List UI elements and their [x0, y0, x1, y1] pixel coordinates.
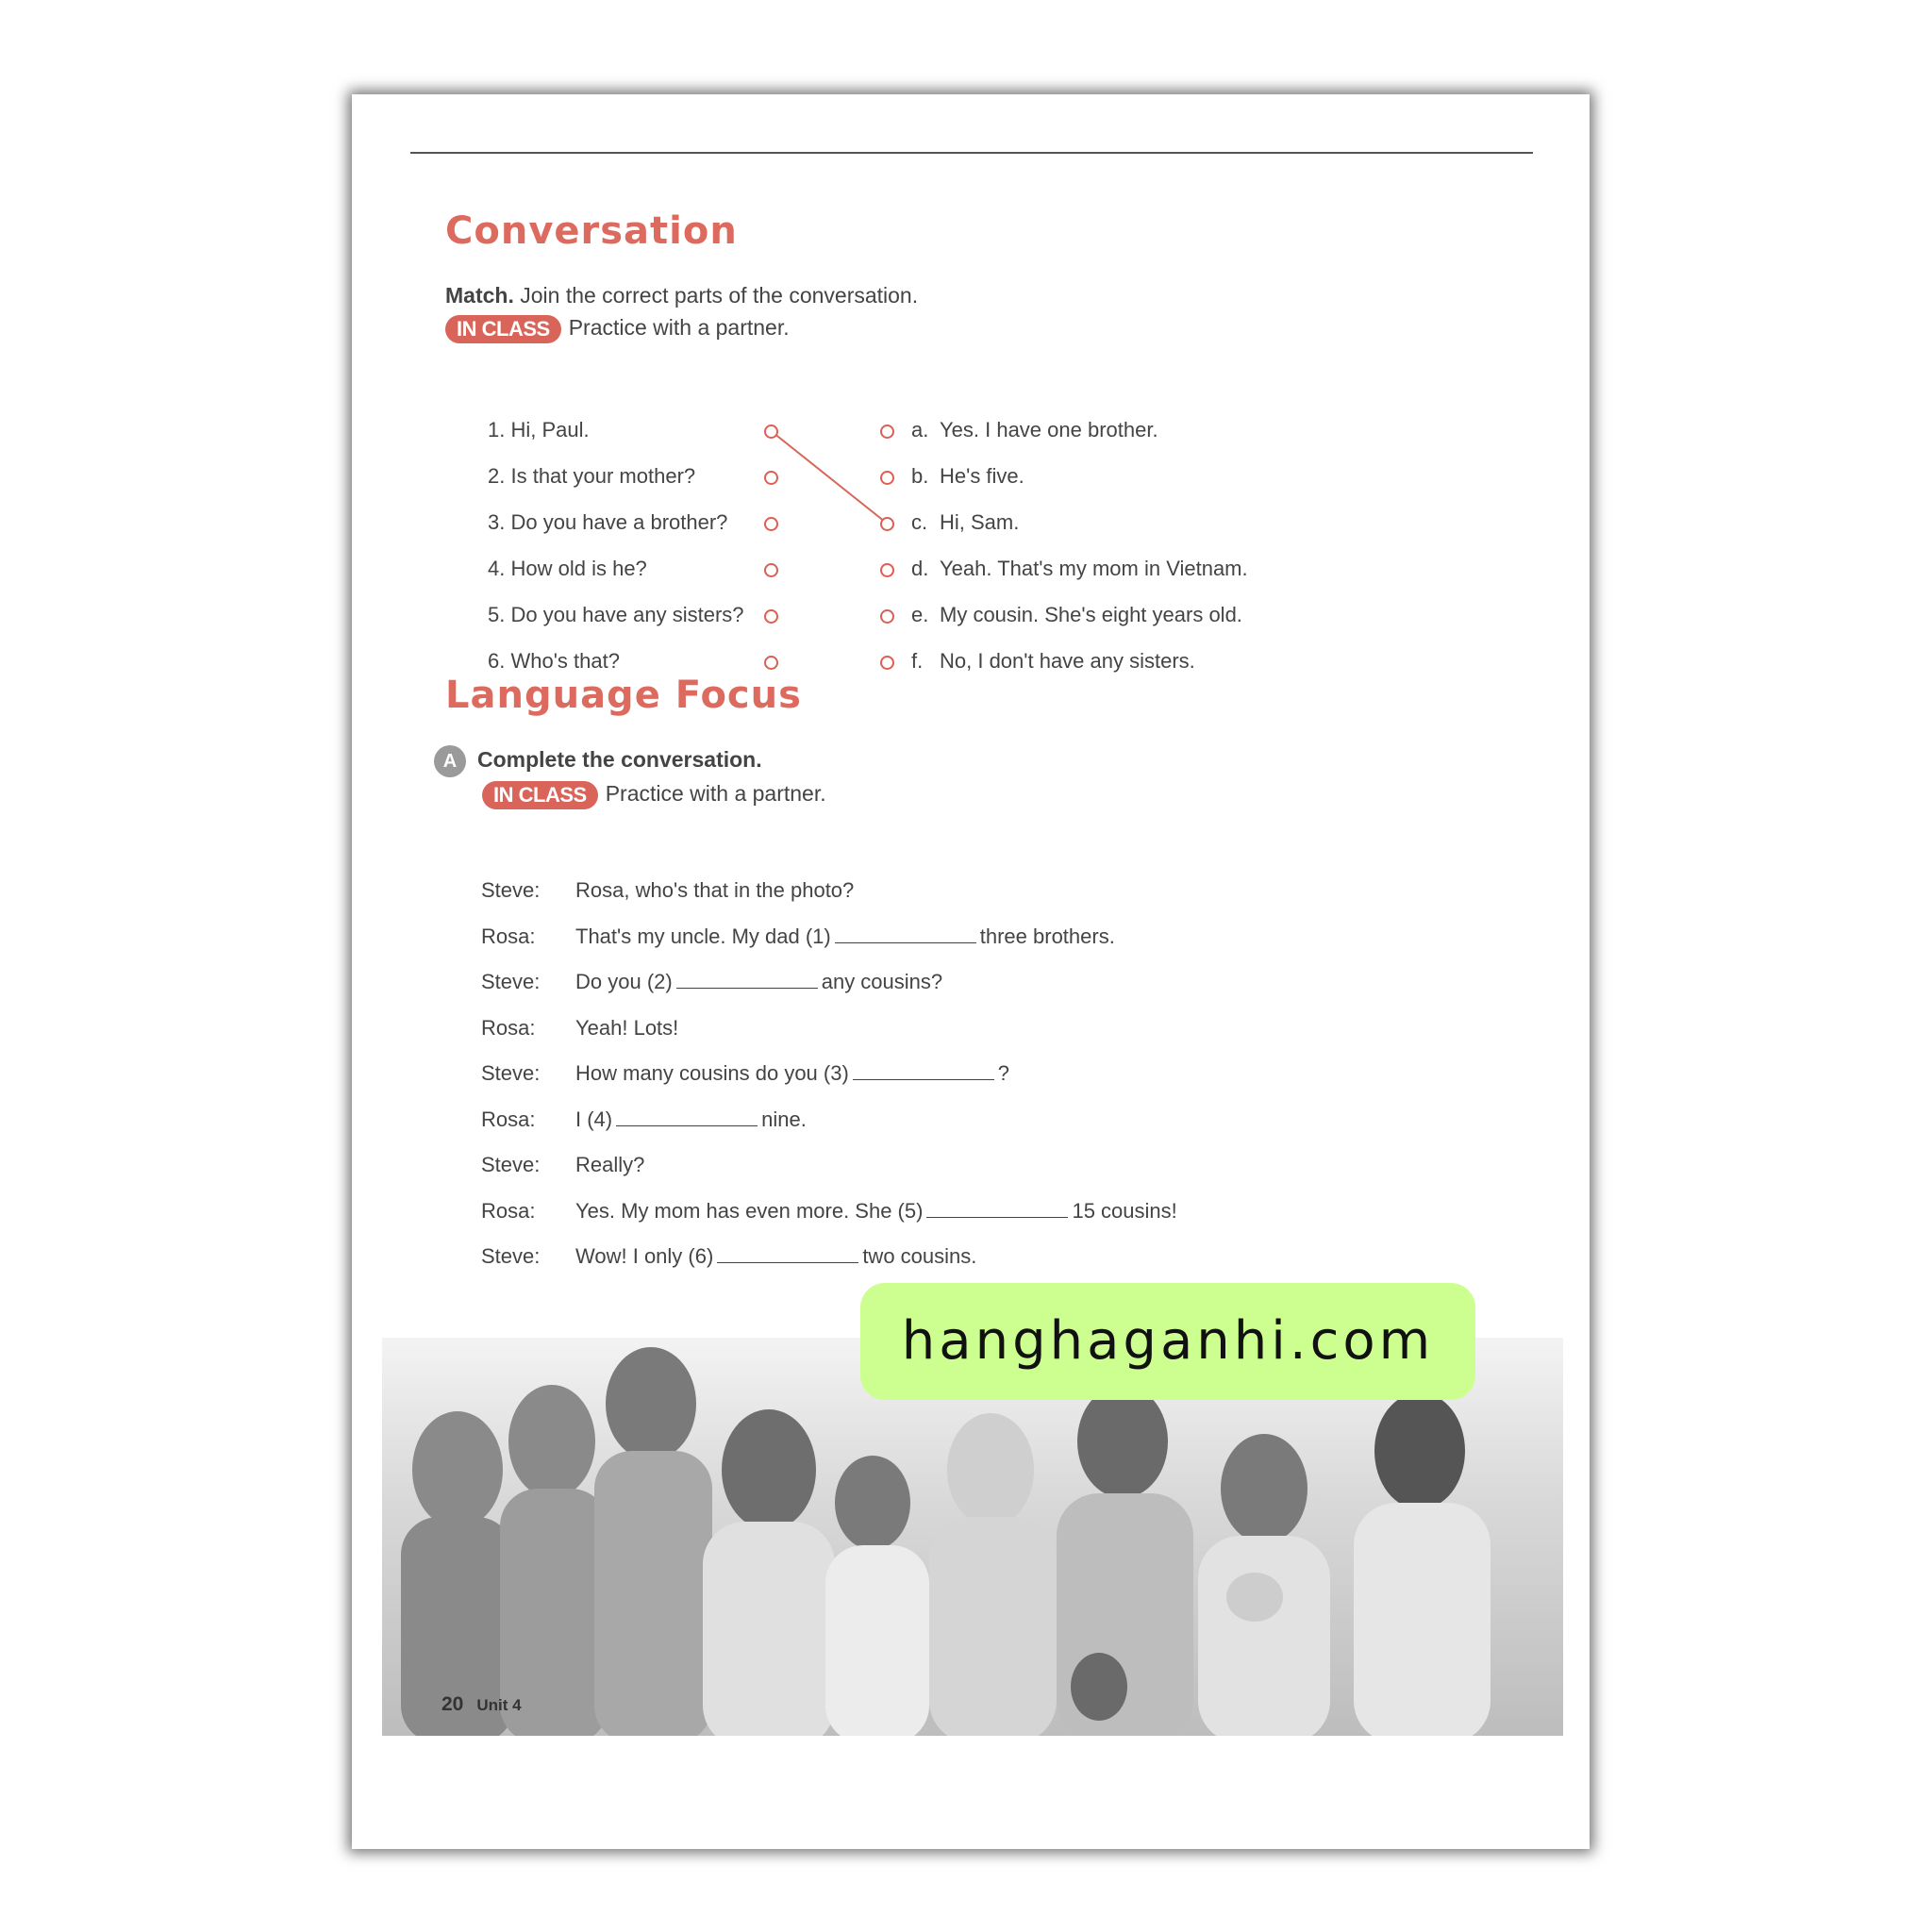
in-class-badge: IN CLASS	[482, 781, 598, 809]
dialogue-text: Yeah! Lots!	[575, 1015, 679, 1040]
dialogue-line	[575, 924, 1115, 949]
answer-blank[interactable]	[835, 925, 976, 943]
in-class-text: Practice with a partner.	[568, 315, 790, 341]
answer-text: Yeah. That's my mom in Vietnam.	[940, 557, 1248, 580]
language-focus-title: Language Focus	[445, 674, 802, 717]
dialogue-line	[575, 1153, 644, 1177]
question-item	[488, 557, 647, 581]
question-item	[488, 510, 727, 535]
answer-blank[interactable]	[853, 1062, 994, 1080]
page-number: 20	[441, 1693, 464, 1715]
dialogue-line	[575, 878, 854, 903]
answer-item	[911, 557, 1248, 581]
answer-dot[interactable]	[880, 471, 894, 485]
matching-exercise	[352, 94, 1590, 755]
dialogue-text: That's my uncle. My dad (1)	[575, 924, 831, 948]
complete-instruction	[434, 745, 762, 777]
question-text: Do you have a brother?	[510, 510, 728, 534]
dialogue-speaker: Steve:	[481, 970, 541, 993]
question-item	[488, 464, 695, 489]
question-dot[interactable]	[764, 656, 778, 670]
question-text: How old is he?	[510, 557, 647, 580]
dialogue-text-after: three brothers.	[979, 924, 1115, 948]
answer-item	[911, 603, 1242, 627]
question-number: 4.	[488, 557, 506, 580]
answer-letter: e.	[911, 603, 929, 626]
dialogue-speaker: Rosa:	[481, 924, 536, 948]
dialogue-text-after: ?	[997, 1061, 1010, 1085]
answer-dot[interactable]	[880, 656, 894, 670]
workbook-page	[352, 94, 1590, 1849]
answer-item	[911, 510, 1019, 535]
dialogue-text-after: any cousins?	[821, 970, 943, 993]
answer-letter: b.	[911, 464, 929, 488]
answer-text: Yes. I have one brother.	[940, 418, 1158, 441]
answer-blank[interactable]	[717, 1245, 858, 1263]
dialogue-speaker: Steve:	[481, 1153, 541, 1176]
dialogue-text: Really?	[575, 1153, 645, 1176]
answer-text: He's five.	[940, 464, 1024, 488]
dialogue-text-after: nine.	[761, 1107, 807, 1131]
answer-text: My cousin. She's eight years old.	[940, 603, 1242, 626]
question-item	[488, 649, 620, 674]
in-class-badge: IN CLASS	[445, 315, 561, 343]
answer-blank[interactable]	[616, 1108, 758, 1126]
conversation-title: Conversation	[445, 209, 738, 253]
dialogue-speaker: Rosa:	[481, 1015, 536, 1040]
question-dot[interactable]	[764, 471, 778, 485]
complete-instruction-text: Complete the conversation.	[477, 747, 762, 773]
dialogue-text-after: 15 cousins!	[1072, 1198, 1177, 1223]
answer-letter: d.	[911, 557, 929, 580]
question-text: Who's that?	[510, 649, 620, 673]
dialogue-text: Rosa, who's that in the photo?	[575, 878, 855, 902]
answer-letter: c.	[911, 510, 928, 534]
dialogue-text: How many cousins do you (3)	[575, 1061, 849, 1085]
watermark-banner: hanghaganhi.com	[860, 1283, 1475, 1400]
dialogue-line	[575, 970, 942, 994]
answer-dot[interactable]	[880, 563, 894, 577]
answer-item	[911, 649, 1195, 674]
dialogue-line	[575, 1061, 1009, 1086]
question-number: 6.	[488, 649, 506, 673]
dialogue-text-after: two cousins.	[862, 1244, 977, 1268]
answer-text: Hi, Sam.	[940, 510, 1020, 534]
question-number: 3.	[488, 510, 506, 534]
question-text: Hi, Paul.	[510, 418, 590, 441]
question-dot[interactable]	[764, 609, 778, 624]
dialogue-speaker: Rosa:	[481, 1198, 536, 1223]
question-dot[interactable]	[764, 425, 778, 439]
dialogue-text: Yes. My mom has even more. She (5)	[575, 1198, 924, 1223]
dialogue-speaker: Steve:	[481, 1244, 541, 1268]
answer-dot[interactable]	[880, 425, 894, 439]
question-item	[488, 603, 744, 627]
question-number: 2.	[488, 464, 506, 488]
question-item	[488, 418, 590, 442]
question-text: Is that your mother?	[510, 464, 696, 488]
match-instruction-text: Join the correct parts of the conversation.	[520, 283, 919, 308]
answer-blank[interactable]	[676, 971, 818, 989]
dialogue-line	[575, 1016, 678, 1041]
in-class-text: Practice with a partner.	[605, 781, 826, 807]
step-a-icon: A	[434, 745, 466, 777]
answer-letter: a.	[911, 418, 929, 441]
dialogue-line	[575, 1199, 1177, 1224]
question-dot[interactable]	[764, 517, 778, 531]
answer-dot[interactable]	[880, 517, 894, 531]
answer-item	[911, 418, 1158, 442]
dialogue-text: I (4)	[575, 1107, 613, 1131]
answer-dot[interactable]	[880, 609, 894, 624]
question-text: Do you have any sisters?	[510, 603, 744, 626]
answer-text: No, I don't have any sisters.	[940, 649, 1195, 673]
in-class-row-2	[482, 781, 826, 809]
dialogue-speaker: Steve:	[481, 1061, 541, 1085]
question-number: 5.	[488, 603, 506, 626]
dialogue-line	[575, 1244, 976, 1269]
question-number: 1.	[488, 418, 506, 441]
answer-blank[interactable]	[926, 1200, 1068, 1218]
question-dot[interactable]	[764, 563, 778, 577]
dialogue-text: Wow! I only (6)	[575, 1244, 714, 1268]
page-footer	[441, 1693, 522, 1716]
answer-letter: f.	[911, 649, 924, 673]
unit-label: Unit 4	[476, 1696, 522, 1714]
answer-item	[911, 464, 1024, 489]
dialogue-speaker: Rosa:	[481, 1107, 536, 1131]
dialogue-text: Do you (2)	[575, 970, 673, 993]
match-label: Match.	[445, 283, 514, 308]
dialogue-speaker: Steve:	[481, 878, 541, 902]
dialogue-line	[575, 1108, 807, 1132]
